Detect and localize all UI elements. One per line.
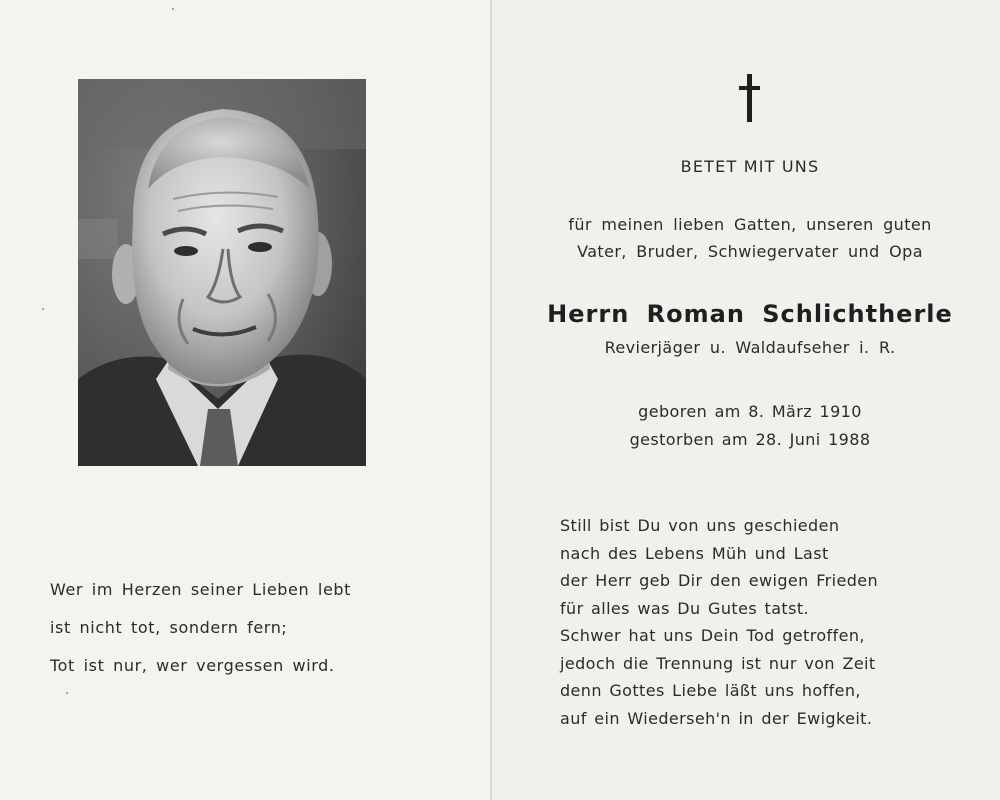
poem-line: jedoch die Trennung ist nur von Zeit xyxy=(560,653,876,673)
poem-line: Schwer hat uns Dein Tod getroffen, xyxy=(560,626,865,645)
paper-speck xyxy=(66,692,68,694)
death-date: gestorben am 28. Juni 1988 xyxy=(629,430,871,449)
portrait-illustration xyxy=(78,79,366,466)
deceased-name: Herrn Roman Schlichtherle xyxy=(547,300,953,328)
dedication-line: für meinen lieben Gatten, unseren guten xyxy=(568,215,932,234)
poem-line: Wer im Herzen seiner Lieben lebt xyxy=(50,580,352,599)
poem-line: auf ein Wiederseh'n in der Ewigkeit. xyxy=(560,708,873,728)
prayer-heading: BETET MIT UNS xyxy=(680,157,820,176)
poem-line: ist nicht tot, sondern fern; xyxy=(50,618,288,637)
poem-line: nach des Lebens Müh und Last xyxy=(560,543,829,563)
dedication-line: Vater, Bruder, Schwiegervater und Opa xyxy=(577,242,923,261)
left-poem xyxy=(50,571,450,685)
cross-icon xyxy=(737,74,763,122)
deceased-title: Revierjäger u. Waldaufseher i. R. xyxy=(604,338,896,357)
poem-line: Tot ist nur, wer vergessen wird. xyxy=(50,656,335,675)
poem-line: für alles was Du Gutes tatst. xyxy=(560,598,809,618)
dedication xyxy=(530,211,970,265)
left-panel xyxy=(0,0,492,800)
birth-date: geboren am 8. März 1910 xyxy=(638,402,862,421)
right-poem xyxy=(560,512,960,732)
portrait-photo xyxy=(78,79,366,466)
poem-line: der Herr geb Dir den ewigen Frieden xyxy=(560,571,879,590)
poem-line: denn Gottes Liebe läßt uns hoffen, xyxy=(560,681,861,700)
paper-speck xyxy=(42,308,44,310)
paper-speck xyxy=(172,8,174,10)
life-dates xyxy=(530,398,970,454)
poem-line: Still bist Du von uns geschieden xyxy=(560,516,840,535)
